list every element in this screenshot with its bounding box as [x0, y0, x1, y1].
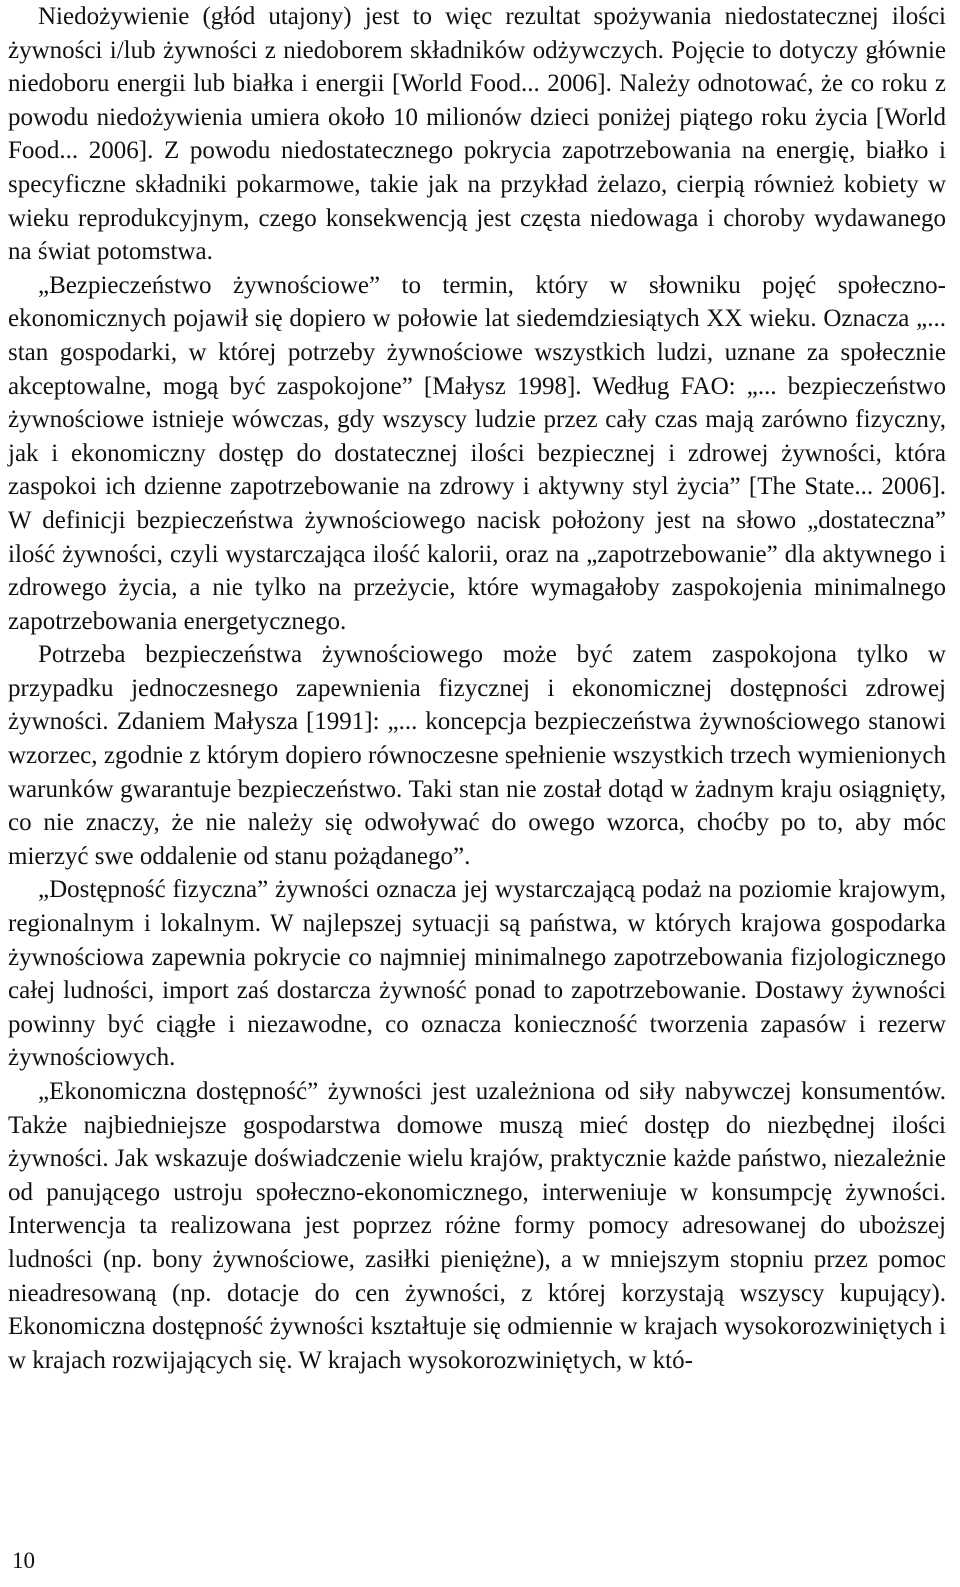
paragraph-physical-availability: „Dostępność fizyczna” żywności oznacza jej wystarczającą podaż na poziomie krajowym, regionalnym i lokalnym. W najlepszej sytuacji są państwa, w których krajowa gospodarka żywnościowa zapewnia pokrycie co najmniej minimalnego zapotrzebowania fizjologicznego całej ludności, import zaś dostarcza żywność ponad to zapotrzebowanie. Dostawy żywności powinny być ciągłe i niezawodne, co oznacza konieczność tworzenia zapasów i rezerw żywnościowych.	[8, 876, 946, 1072]
paragraph-economic-availability: „Ekonomiczna dostępność” żywności jest uzależniona od siły nabywczej konsumentów. Także najbiedniejsze gospodarstwa domowe muszą mieć dostęp do niezbędnej ilości żywności. Jak wskazuje doświadczenie wielu krajów, praktycznie każde państwo, niezależnie od panującego ustroju społeczno-ekonomicznego, interweniuje w konsumpcję żywności. Interwencja ta realizowana jest poprzez różne formy pomocy adresowanej do uboższej ludności (np. bony żywnościowe, zasiłki pieniężne), a w mniejszym stopniu przez pomoc nieadresowaną (np. dotacje do cen żywności, z której korzystają wszyscy kupujący). Ekonomiczna dostępność żywności kształtuje się odmiennie w krajach wysokorozwiniętych i w krajach rozwijających się. W krajach wysokorozwiniętych, w któ-	[8, 1078, 946, 1374]
paragraph-food-security-definition: „Bezpieczeństwo żywnościowe” to termin, który w słowniku pojęć społeczno-ekonomicznych pojawił się dopiero w połowie lat siedemdziesiątych XX wieku. Oznacza „... stan gospodarki, w której potrzeby żywnościowe wszystkich ludzi, uznane za społecznie akceptowalne, mogą być zaspokojone” [Małysz 1998]. Według FAO: „... bezpieczeństwo żywnościowe istnieje wówczas, gdy wszyscy ludzie przez cały czas mają zarówno fizyczny, jak i ekonomiczny dostęp do dostatecznej ilości bezpiecznej i zdrowej żywności, która zaspokoi ich dzienne zapotrzebowanie na zdrowy i aktywny styl życia” [The State... 2006]. W definicji bezpieczeństwa żywnościowego nacisk położony jest na słowo „dostateczna” ilość żywności, czyli wystarczająca ilość kalorii, oraz na „zapotrzebowanie” dla aktywnego i zdrowego życia, a nie tylko na przeżycie, które wymagałoby zaspokojenia minimalnego zapotrzebowania energetycznego.	[8, 271, 946, 635]
page-number: 10	[12, 1548, 35, 1573]
document-body	[8, 0, 946, 1377]
paragraph-undernutrition: Niedożywienie (głód utajony) jest to więc rezultat spożywania niedostatecznej ilości żywności i/lub żywności z niedoborem składników odżywczych. Pojęcie to dotyczy głównie niedoboru energii lub białka i energii [World Food... 2006]. Należy odnotować, że co roku z powodu niedożywienia umiera około 10 milionów dzieci poniżej piątego roku życia [World Food... 2006]. Z powodu niedostatecznego pokrycia zapotrzebowania na energię, białko i specyficzne składniki pokarmowe, takie jak na przykład żelazo, cierpią również kobiety w wieku reprodukcyjnym, czego konsekwencją jest częsta niedowaga i choroby wydawanego na świat potomstwa.	[8, 3, 946, 266]
paragraph-food-security-need: Potrzeba bezpieczeństwa żywnościowego może być zatem zaspokojona tylko w przypadku jednoczesnego zapewnienia fizycznej i ekonomicznej dostępności zdrowej żywności. Zdaniem Małysza [1991]: „... koncepcja bezpieczeństwa żywnościowego stanowi wzorzec, zgodnie z którym dopiero równoczesne spełnienie wszystkich trzech wymienionych warunków gwarantuje bezpieczeństwo. Taki stan nie został dotąd w żadnym kraju osiągnięty, co nie znaczy, że nie należy się odwoływać do owego wzorca, choćby po to, aby móc mierzyć swe oddalenie od stanu pożądanego”.	[8, 641, 946, 870]
